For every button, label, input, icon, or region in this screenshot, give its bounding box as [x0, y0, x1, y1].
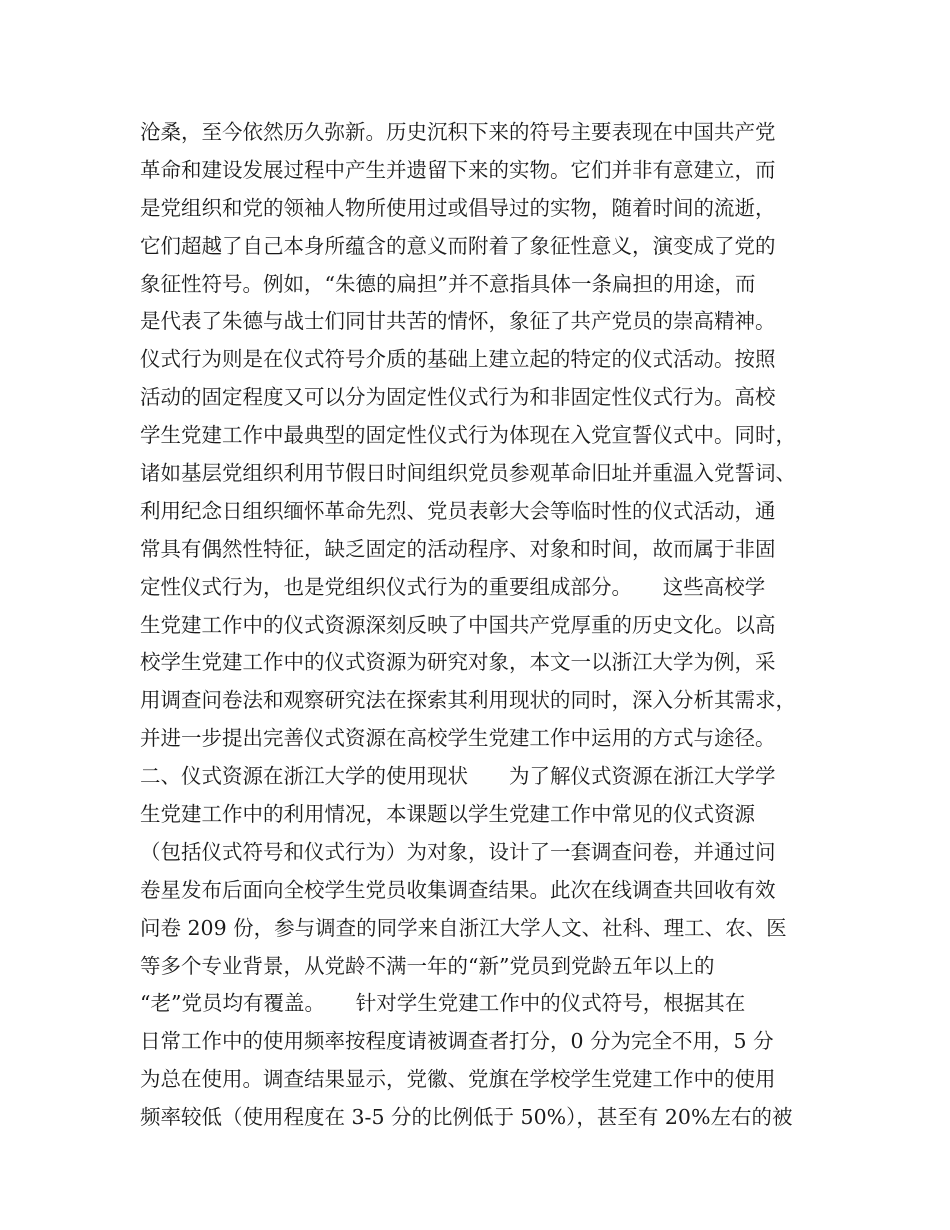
text-line: 利用纪念日组织缅怀革命先烈、党员表彰大会等临时性的仪式活动，通 — [140, 498, 776, 523]
body-text — [140, 114, 830, 1137]
text-line: 沧桑，至今依然历久弥新。历史沉积下来的符号主要表现在中国共产党 — [140, 120, 776, 144]
text-line: 它们超越了自己本身所蕴含的意义而附着了象征性意义，演变成了党的 — [140, 233, 776, 258]
text-line: 诸如基层党组织利用节假日时间组织党员参观革命旧址并重温入党誓词、 — [140, 461, 796, 486]
text-line: 为总在使用。调查结果显示，党徽、党旗在学校学生党建工作中的使用 — [140, 1067, 776, 1092]
text-line: 卷星发布后面向全校学生党员收集调查结果。此次在线调查共回收有效 — [140, 877, 776, 902]
text-line: 生党建工作中的仪式资源深刻反映了中国共产党厚重的历史文化。以高 — [140, 612, 776, 637]
text-line: 学生党建工作中最典型的固定性仪式行为体现在入党宣誓仪式中。同时， — [140, 423, 796, 448]
text-line: 频率较低（使用程度在 3-5 分的比例低于 50%），甚至有 20%左右的被 — [140, 1105, 793, 1130]
text-line: 并进一步提出完善仪式资源在高校学生党建工作中运用的方式与途径。 — [140, 726, 776, 751]
text-line: 日常工作中的使用频率按程度请被调查者打分，0 分为完全不用，5 分 — [140, 1029, 774, 1054]
text-line: 问卷 209 份，参与调查的同学来自浙江大学人文、社科、理工、农、医 — [140, 915, 787, 940]
text-line: 校学生党建工作中的仪式资源为研究对象，本文一以浙江大学为例，采 — [140, 650, 776, 675]
text-line: 常具有偶然性特征，缺乏固定的活动程序、对象和时间，故而属于非固 — [140, 536, 776, 561]
text-line: 等多个专业背景，从党龄不满一年的“新”党员到党龄五年以上的 — [140, 953, 715, 978]
text-line: 是代表了朱德与战士们同甘共苦的情怀，象征了共产党员的崇高精神。 — [140, 309, 776, 334]
text-line: 生党建工作中的利用情况，本课题以学生党建工作中常见的仪式资源 — [140, 802, 755, 827]
text-line: 活动的固定程度又可以分为固定性仪式行为和非固定性仪式行为。高校 — [140, 385, 776, 410]
text-line: 是党组织和党的领袖人物所使用过或倡导过的实物，随着时间的流逝， — [140, 195, 776, 220]
text-line: 定性仪式行为，也是党组织仪式行为的重要组成部分。 这些高校学 — [140, 574, 766, 599]
text-line: 象征性符号。例如，“朱德的扁担”并不意指具体一条扁担的用途，而 — [140, 271, 756, 296]
text-line: “老”党员均有覆盖。 针对学生党建工作中的仪式符号，根据其在 — [140, 991, 746, 1016]
text-line: 仪式行为则是在仪式符号介质的基础上建立起的特定的仪式活动。按照 — [140, 347, 776, 372]
text-line: （包括仪式符号和仪式行为）为对象，设计了一套调查问卷，并通过问 — [140, 839, 776, 864]
text-line: 革命和建设发展过程中产生并遗留下来的实物。它们并非有意建立，而 — [140, 157, 776, 182]
section-heading-line: 二、仪式资源在浙江大学的使用现状 为了解仪式资源在浙江大学学 — [140, 764, 776, 789]
text-line: 用调查问卷法和观察研究法在探索其利用现状的同时，深入分析其需求， — [140, 688, 796, 713]
